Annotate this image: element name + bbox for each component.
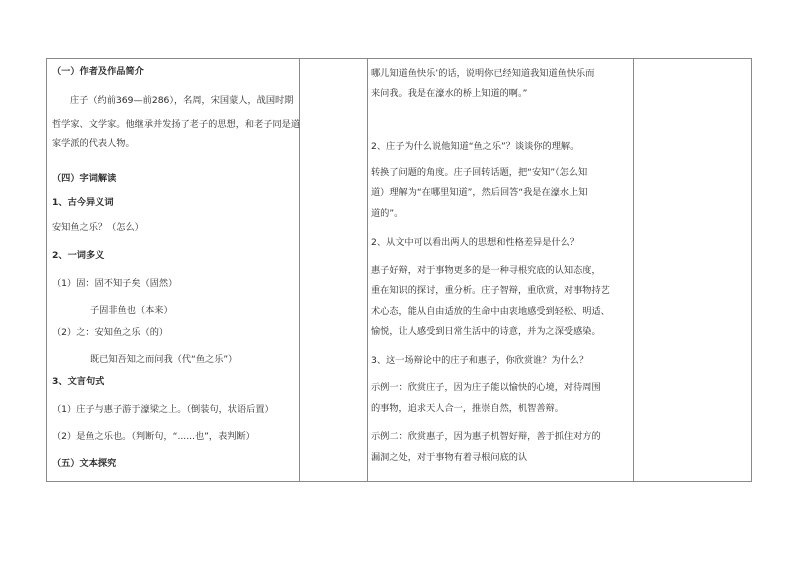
sentence-pattern-line-1: （1）庄子与惠子游于濠梁之上。（倒装句，状语后置）	[52, 404, 274, 415]
section-heading-text-study: （五）文本探究	[52, 458, 117, 469]
answer-3-line-4: 愉悦，让人感受到日常生活中的诗意，并为之深受感染。	[371, 326, 601, 337]
polysemy-line-2: 子固非鱼也（本来）	[90, 305, 173, 316]
polysemy-line-4: 既已知吾知之而问我（代“鱼之乐”）	[90, 354, 238, 365]
author-intro-line-3: 家学派的代表人物。	[52, 138, 135, 149]
answer-3-line-2: 重在知识的探讨，重分析。庄子智辩，重欣赏，对事物持艺	[371, 285, 610, 296]
example-2-line-1: 示例二：欣赏惠子，因为惠子机智好辩，善于抓住对方的	[371, 431, 601, 442]
question-3: 2、从文中可以看出两人的思想和性格差异是什么？	[371, 237, 579, 248]
subheading-sentence-patterns: 3、文言句式	[52, 376, 105, 387]
section-heading-author: （一）作者及作品简介	[52, 66, 144, 77]
subheading-ancient-modern: 1、古今异义词	[52, 197, 114, 208]
answer-3-line-3: 术心态，能从自由适放的生命中由衷地感受到轻松、明适、	[371, 306, 610, 317]
answer-2-line-2: 道）理解为“在哪里知道”，然后回答“我是在濠水上知	[371, 187, 588, 198]
question-2: 2、庄子为什么说他知道“鱼之乐”？谈谈你的理解。	[371, 141, 580, 152]
answer-2-line-3: 道的”。	[371, 208, 404, 219]
example-2-line-2: 漏洞之处，对于事物有着寻根问底的认	[371, 452, 528, 463]
sentence-pattern-line-2: （2）是鱼之乐也。（判断句，“......也”，表判断）	[52, 431, 255, 442]
answer-2-line-1: 转换了问题的角度。庄子回转话题，把“安知”（怎么知	[371, 167, 588, 178]
answer-3-line-1: 惠子好辩，对于事物更多的是一种寻根究底的认知态度，	[371, 265, 601, 276]
polysemy-line-3: （2）之：安知鱼之乐（的）	[52, 327, 169, 338]
author-intro-line-2: 哲学家、文学家。他继承并发扬了老子的思想，和老子同是道	[52, 119, 301, 130]
column-divider-2	[367, 59, 368, 481]
column-divider-3	[633, 59, 634, 481]
example-1-line-1: 示例一：欣赏庄子，因为庄子能以愉快的心境，对待周围	[371, 382, 601, 393]
subheading-polysemy: 2、一词多义	[52, 250, 105, 261]
author-intro-line-1: 庄子（约前369—前286），名周，宋国蒙人，战国时期	[70, 95, 294, 106]
example-1-line-2: 的事物，追求天人合一，推崇自然，机智善辩。	[371, 403, 564, 414]
answer-continued-line-1: 哪儿知道鱼快乐’的话，说明你已经知道我知道鱼快乐而	[371, 68, 595, 79]
vocab-line: 安知鱼之乐？（怎么）	[52, 222, 144, 233]
answer-continued-line-2: 来问我。我是在濠水的桥上知道的啊。”	[371, 88, 528, 99]
question-4: 3、这一场辩论中的庄子和惠子，你欣赏谁？为什么？	[371, 355, 589, 366]
polysemy-line-1: （1）固：固不知子矣（固然）	[52, 278, 178, 289]
section-heading-vocab: （四）字词解读	[52, 173, 117, 184]
